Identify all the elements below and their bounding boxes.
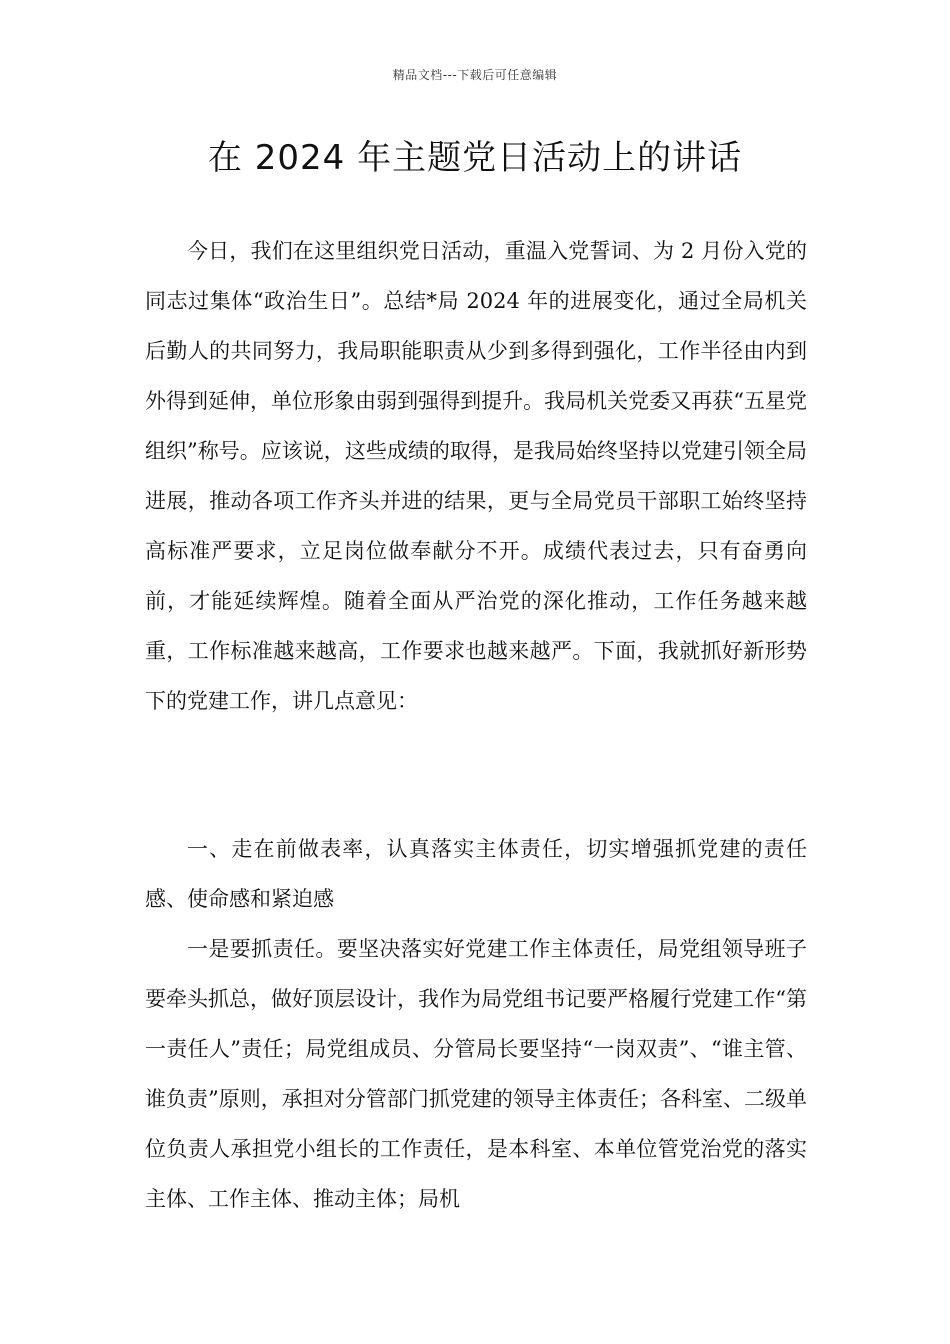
document-title: 在 2024 年主题党日活动上的讲话 [207, 138, 743, 178]
header-note: 精品文档---下载后可任意编辑 [392, 68, 558, 82]
paragraph-intro: 今日，我们在这里组织党日活动，重温入党誓词、为 2 月份入党的同志过集体“政治生日”。总结*局 2024 年的进展变化，通过全局机关后勤人的共同努力，我局职能职责从少到多得到强化，工作半径由内到外得到延伸，单位形象由弱到强得到提升。我局机关党委又再获“五星党组织”称号。应该说，这些成绩的取得，是我局始终坚持以党建引领全局进展，推动各项工作齐头并进的结果，更与全局党员干部职工始终坚持高标准严要求，立足岗位做奉献分不开。成绩代表过去，只有奋勇向前，才能延续辉煌。随着全面从严治党的深化推动，工作任务越来越重，工作标准越来越高，工作要求也越来越严。下面，我就抓好新形势下的党建工作，讲几点意见： [145, 239, 807, 713]
paragraph-responsibility: 一是要抓责任。要坚决落实好党建工作主体责任，局党组领导班子要牵头抓总，做好顶层设计，我作为局党组书记要严格履行党建工作“第一责任人”责任；局党组成员、分管局长要坚持“一岗双责”、“谁主管、谁负责”原则，承担对分管部门抓党建的领导主体责任；各科室、二级单位负责人承担党小组长的工作责任，是本科室、本单位管党治党的落实主体、工作主体、推动主体；局机 [145, 937, 807, 1211]
paragraph-section-heading: 一、走在前做表率，认真落实主体责任，切实增强抓党建的责任感、使命感和紧迫感 [145, 837, 807, 911]
